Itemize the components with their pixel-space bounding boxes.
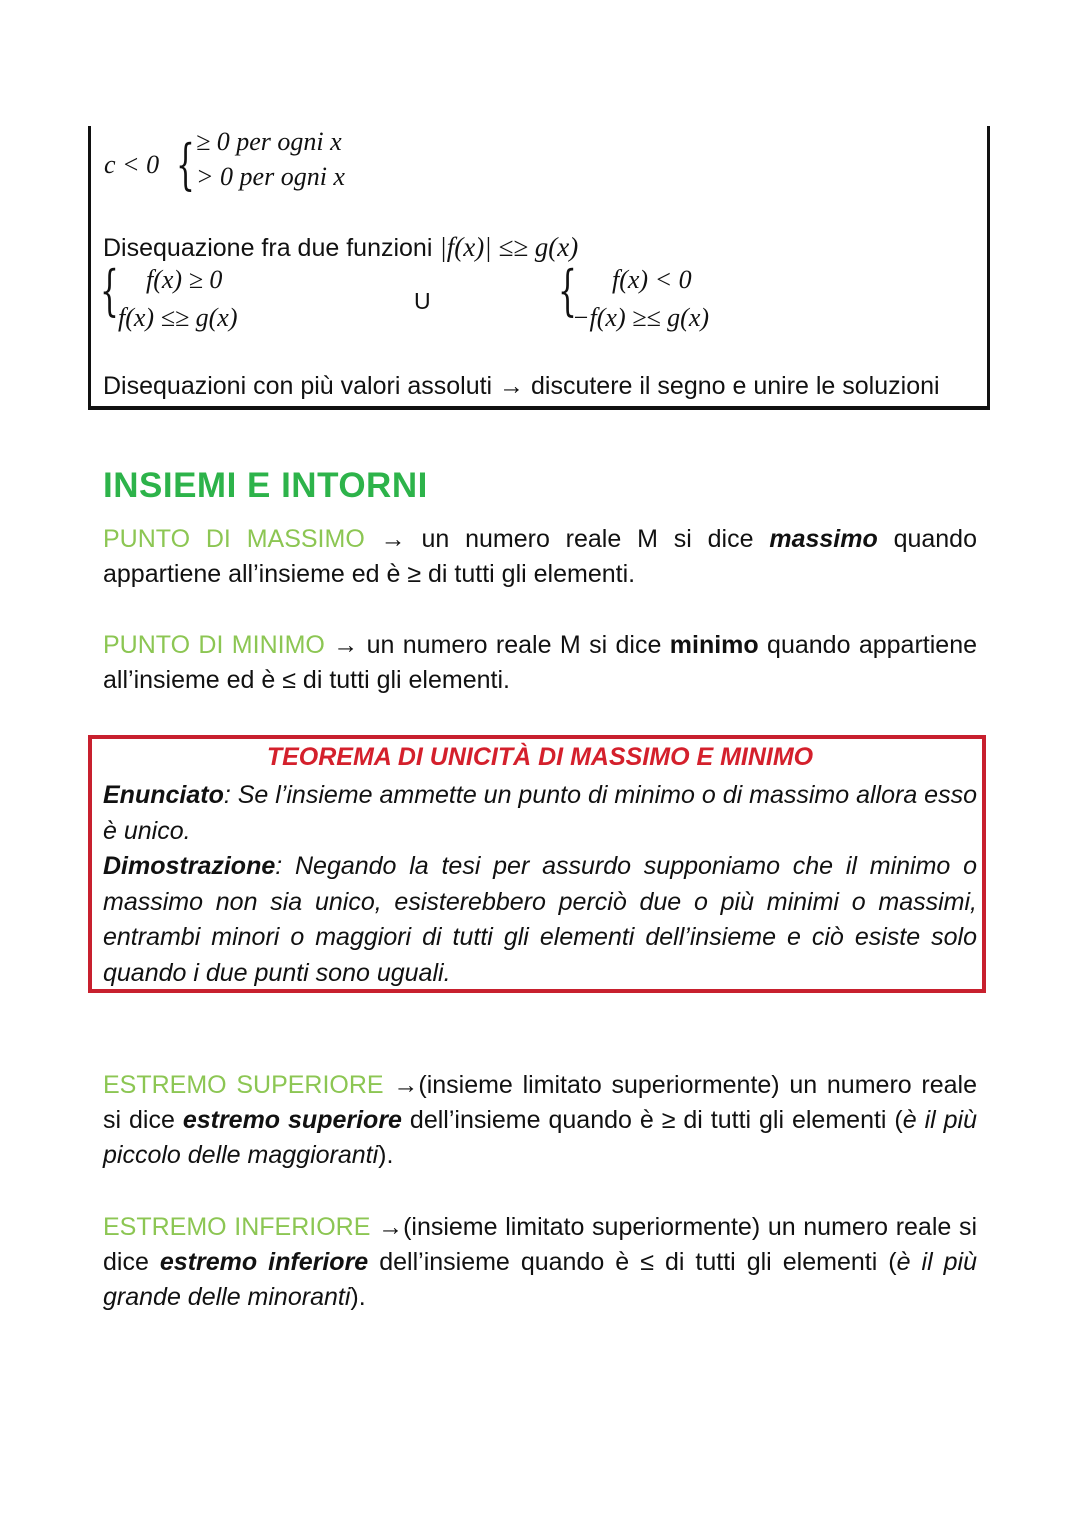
sup-text-mid: dell’insieme quando è ≥ di tutti gli elementi ( — [401, 1106, 903, 1134]
case-line-2: > 0 per ogni x — [196, 162, 345, 191]
system1-line-2: f(x) ≤≥ g(x) — [118, 303, 238, 332]
inf-note: è il più grande delle minoranti — [103, 1248, 977, 1311]
system2-line-1: f(x) < 0 — [612, 265, 692, 294]
system-brace-2: { — [558, 259, 577, 322]
massimo-keyword: massimo — [769, 525, 878, 553]
minimo-paragraph — [103, 628, 977, 698]
massimo-text-post: quando appartiene all’insieme ed è ≥ di tutti gli elementi. — [103, 525, 977, 588]
system2-line-2: −f(x) ≥≤ g(x) — [572, 303, 710, 332]
dimostrazione-text: : Negando la tesi per assurdo supponiamo che il minimo o massimo non sia unico, esisterebbero perciò due o più minimi o massimi, entrambi minori o maggiori di tutti gli elementi dell’insieme e ciò esiste solo quando i due punti sono uguali. — [103, 852, 977, 987]
diseq-label: Disequazione fra due funzioni — [103, 234, 433, 262]
minimo-text-post: quando appartiene all’insieme ed è ≤ di tutti gli elementi. — [103, 631, 977, 694]
minimo-keyword: minimo — [669, 631, 759, 659]
massimo-term: PUNTO DI MASSIMO — [103, 525, 365, 553]
enunciato-text: : Se l’insieme ammette un punto di minimo o di massimo allora esso è unico. — [103, 781, 977, 845]
inf-text-pre: →(insieme limitato superiormente) un numero reale si dice — [103, 1213, 978, 1276]
sup-keyword: estremo superiore — [182, 1106, 402, 1134]
minimo-text-pre: → un numero reale M si dice — [324, 631, 670, 659]
case-variable: c < 0 — [104, 150, 160, 179]
sup-paragraph — [103, 1068, 977, 1173]
sup-text-pre: →(insieme limitato superiormente) un numero reale si dice — [103, 1071, 978, 1134]
inf-term: ESTREMO INFERIORE — [103, 1213, 371, 1241]
sup-text-end: ). — [378, 1141, 394, 1169]
enunciato-label: Enunciato — [103, 781, 224, 809]
case-brace: { — [176, 133, 195, 196]
case-line-1: ≥ 0 per ogni x — [196, 127, 342, 156]
minimo-term: PUNTO DI MINIMO — [103, 631, 325, 659]
multi-abs-note: Disequazioni con più valori assoluti → discutere il segno e unire le soluzioni — [103, 372, 940, 400]
theorem-title: TEOREMA DI UNICITÀ DI MASSIMO E MINIMO — [266, 743, 814, 771]
massimo-text-pre: → un numero reale M si dice — [364, 525, 770, 553]
diseq-line — [103, 232, 578, 263]
system-brace-1: { — [100, 259, 119, 322]
massimo-paragraph — [103, 522, 977, 592]
inf-paragraph — [103, 1210, 977, 1315]
dimostrazione-label: Dimostrazione — [103, 852, 276, 880]
inf-text-mid: dell’insieme quando è ≤ di tutti gli elementi ( — [368, 1248, 897, 1276]
theorem-text — [103, 778, 977, 991]
inf-keyword: estremo inferiore — [159, 1248, 369, 1276]
diseq-expression: |f(x)| ≤≥ g(x) — [439, 232, 579, 262]
sup-term: ESTREMO SUPERIORE — [103, 1071, 384, 1099]
system1-line-1: f(x) ≥ 0 — [146, 265, 223, 294]
inf-text-end: ). — [350, 1283, 366, 1311]
sup-note: è il più piccolo delle maggioranti — [103, 1106, 978, 1169]
section-title: INSIEMI E INTORNI — [103, 466, 428, 505]
union-symbol: U — [414, 288, 431, 314]
